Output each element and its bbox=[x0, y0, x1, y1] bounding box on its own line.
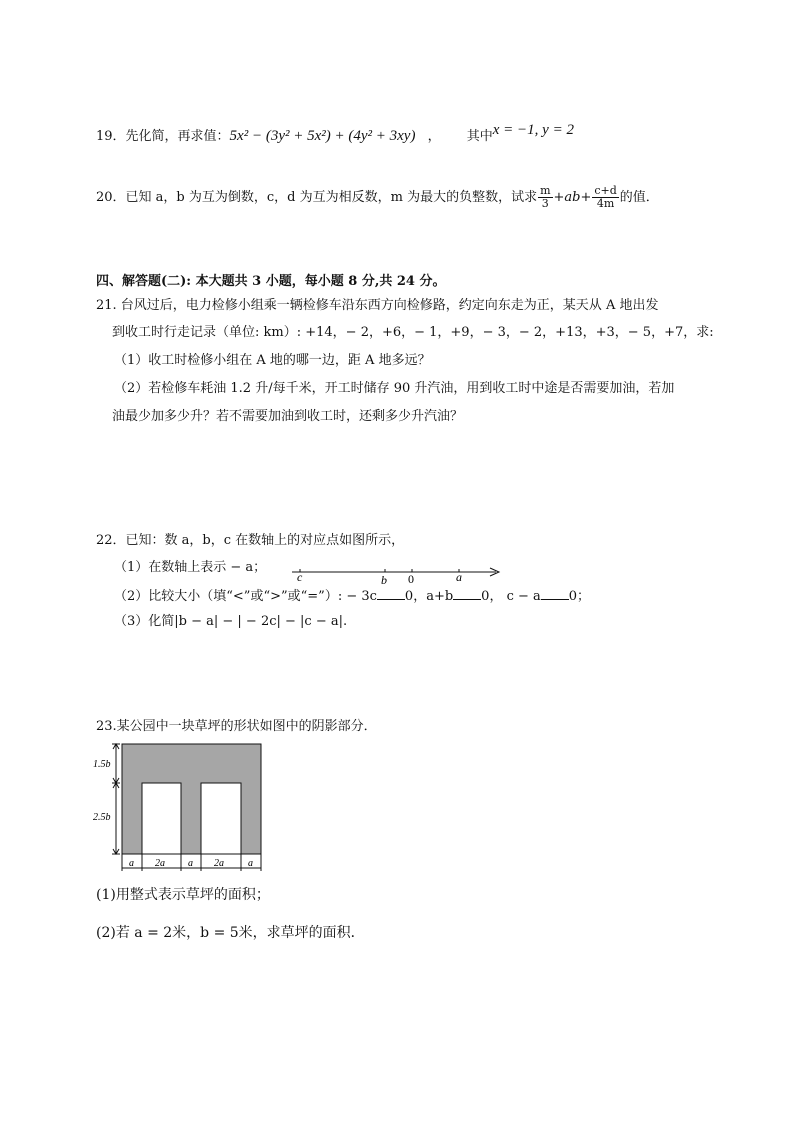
q20-fraction-1 bbox=[538, 185, 552, 210]
answer-blank-3[interactable] bbox=[541, 587, 569, 600]
bottom-label-5: a bbox=[248, 858, 253, 869]
number-line bbox=[290, 560, 505, 584]
q23-part-1: (1)用整式表示草坪的面积； bbox=[96, 887, 270, 903]
white-gap-1 bbox=[142, 783, 181, 854]
label-2-5b: 2.5b bbox=[93, 812, 111, 823]
q20-frac1-denominator: 3 bbox=[541, 197, 549, 210]
q20-prefix: 20．已知 a，b 为互为倒数，c，d 为互为相反数，m 为最大的负整数，试求 bbox=[96, 190, 538, 205]
q22-compare-2: 0，a+b bbox=[404, 589, 454, 604]
q19-separator: ， bbox=[427, 129, 441, 144]
q21-part-2-cont: 油最少加多少升？若不需要加油到收工时，还剩多少升汽油？ bbox=[112, 409, 464, 424]
q20-fraction-2 bbox=[592, 185, 618, 210]
q21-line-2: 到收工时行走记录（单位: km）: +14，− 2，+6，− 1，+9，− 3，− 2，+13，+3，− 5，+7，求: bbox=[112, 325, 714, 340]
answer-blank-2[interactable] bbox=[453, 587, 481, 600]
lawn-figure bbox=[90, 740, 270, 872]
label-c: c bbox=[297, 570, 303, 584]
q20-suffix: 的值． bbox=[619, 190, 659, 205]
bottom-label-4: 2a bbox=[214, 858, 224, 869]
answer-blank-1[interactable] bbox=[377, 587, 405, 600]
q21-line-1: 21. 台风过后，电力检修小组乘一辆检修车沿东西方向检修路，约定向东走为正，某天从 A 地出发 bbox=[96, 298, 659, 313]
label-zero: 0 bbox=[408, 572, 414, 584]
q19-condition: x = −1, y = 2 bbox=[492, 122, 574, 138]
q22-part-2 bbox=[114, 587, 590, 606]
label-1-5b: 1.5b bbox=[93, 759, 111, 770]
q22-compare-end: 0； bbox=[568, 589, 591, 604]
q21-part-1: （1）收工时检修小组在 A 地的哪一边，距 A 地多远？ bbox=[114, 353, 431, 368]
q22-line-1: 22．已知：数 a，b，c 在数轴上的对应点如图所示， bbox=[96, 533, 405, 548]
q20-frac2-denominator: 4m bbox=[596, 197, 615, 210]
bottom-label-1: a bbox=[129, 858, 134, 869]
q19-expression: 5x² − (3y² + 5x²) + (4y² + 3xy) bbox=[229, 128, 416, 144]
q19-where-label: 其中 bbox=[466, 129, 493, 144]
q22-part-3: （3）化简|b − a| − | − 2c| − |c − a|. bbox=[114, 614, 348, 629]
q22-compare-3: 0， c − a bbox=[481, 589, 541, 604]
q20-middle: +ab+ bbox=[553, 190, 592, 205]
q20-frac2-numerator: c+d bbox=[594, 184, 617, 197]
label-b: b bbox=[381, 573, 387, 584]
question-19 bbox=[96, 122, 574, 146]
q21-part-2: （2）若检修车耗油 1.2 升/每千米，开工时储存 90 升汽油，用到收工时中途是否需要加油，若加 bbox=[114, 381, 675, 396]
q19-prefix: 19．先化简，再求值： bbox=[96, 129, 230, 144]
question-20 bbox=[96, 184, 659, 212]
q20-frac1-numerator: m bbox=[540, 184, 551, 197]
q23-part-2: (2)若 a = 2米，b = 5米，求草坪的面积． bbox=[96, 925, 365, 941]
q23-line-1: 23.某公园中一块草坪的形状如图中的阴影部分． bbox=[96, 719, 377, 734]
label-a: a bbox=[456, 570, 462, 584]
q22-compare-1: （2）比较大小（填“<”或“>”或“=”）: − 3c bbox=[114, 589, 377, 604]
q22-part-1: （1）在数轴上表示 − a； bbox=[114, 560, 267, 575]
white-gap-2 bbox=[201, 783, 241, 854]
section-4-heading: 四、解答题(二): 本大题共 3 小题，每小题 8 分,共 24 分。 bbox=[96, 274, 446, 289]
bottom-label-2: 2a bbox=[155, 858, 165, 869]
bottom-label-3: a bbox=[188, 858, 193, 869]
